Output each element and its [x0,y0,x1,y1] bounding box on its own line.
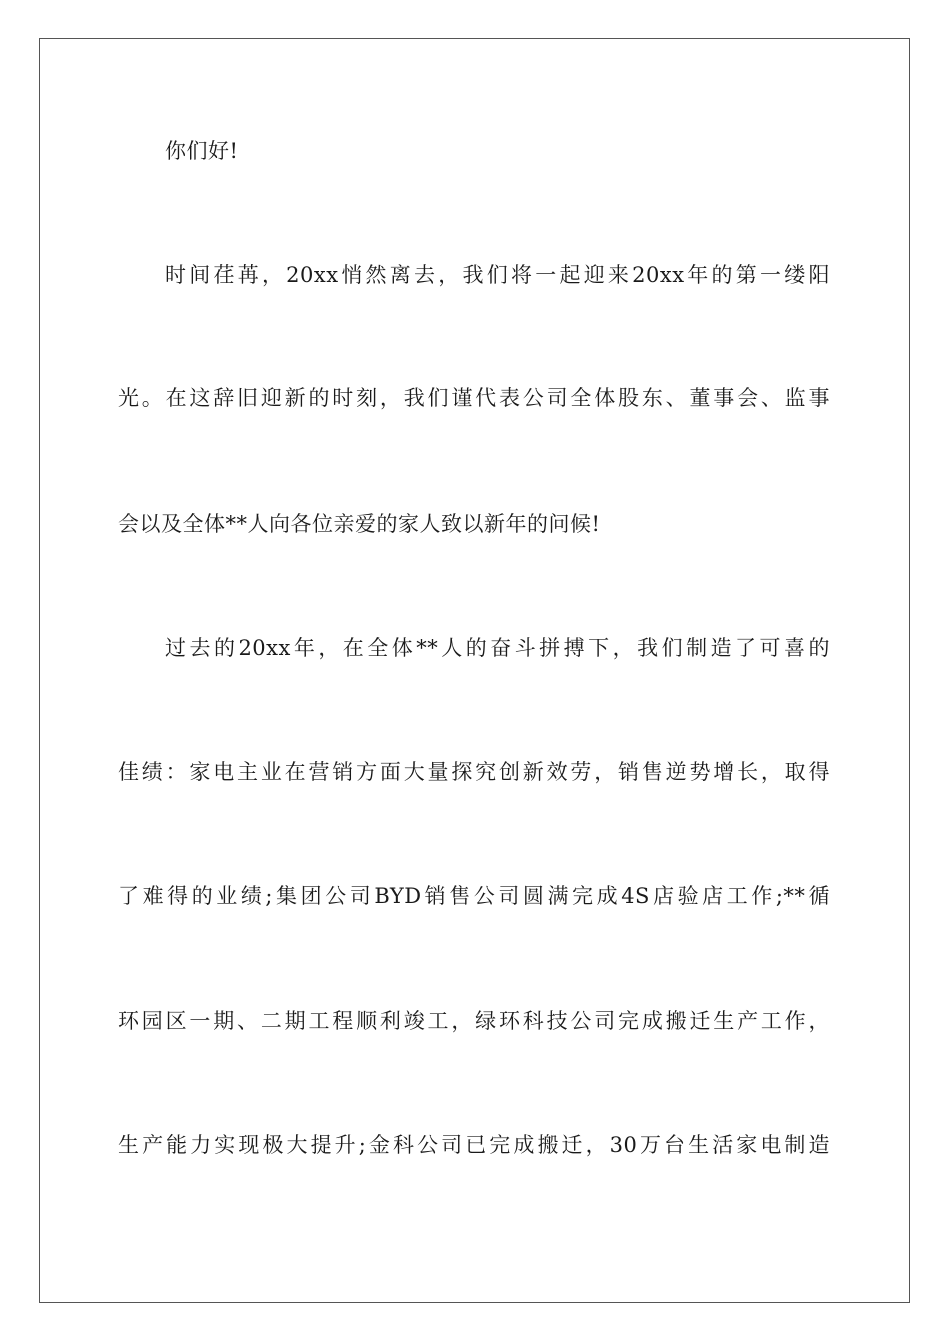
greeting-line: 你们好! [165,139,239,163]
paragraph-line: 环园区一期、二期工程顺利竣工，绿环科技公司完成搬迁生产工作， [118,1009,830,1033]
paragraph-line: 时间荏苒，20xx悄然离去，我们将一起迎来20xx年的第一缕阳 [165,263,830,287]
paragraph-line: 佳绩：家电主业在营销方面大量探究创新效劳，销售逆势增长，取得 [118,760,830,784]
paragraph-line: 光。在这辞旧迎新的时刻，我们谨代表公司全体股东、董事会、监事 [118,386,830,410]
paragraph-line: 了难得的业绩;集团公司BYD销售公司圆满完成4S店验店工作;**循 [118,884,830,908]
paragraph-line: 会以及全体**人向各位亲爱的家人致以新年的问候! [118,512,601,536]
paragraph-line: 生产能力实现极大提升;金科公司已完成搬迁，30万台生活家电制造 [118,1133,830,1157]
paragraph-line: 过去的20xx年，在全体**人的奋斗拼搏下，我们制造了可喜的 [165,636,830,660]
page-border [39,38,910,1303]
